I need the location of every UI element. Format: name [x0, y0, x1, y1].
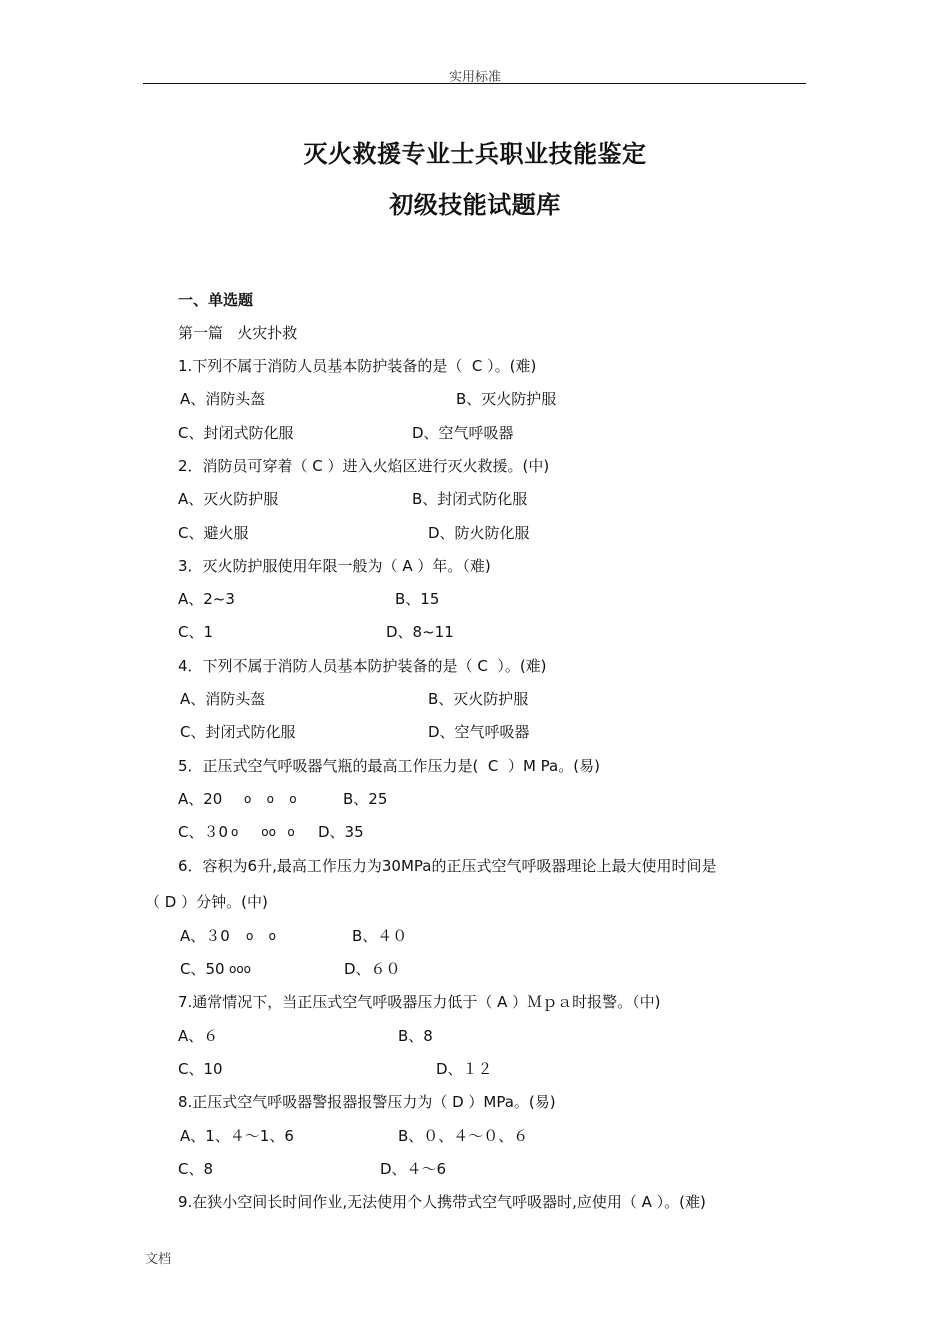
- section-heading: 一、单选题: [178, 291, 254, 309]
- q2-option-b: B、封闭式防化服: [412, 490, 528, 508]
- q3-option-d: D、8~11: [386, 623, 454, 641]
- q4-option-c: C、封闭式防化服: [180, 723, 296, 741]
- question-8: 8.正压式空气呼吸器警报器报警压力为（ D ）MPa。(易): [178, 1093, 556, 1111]
- question-9: 9.在狭小空间长时间作业,无法使用个人携带式空气呼吸器时,应使用（ A ）。(难): [178, 1193, 706, 1211]
- q8-option-d: D、４～6: [380, 1160, 447, 1178]
- q5-option-d: D、35: [318, 823, 364, 841]
- document-title-line2: 初级技能试题库: [389, 191, 561, 219]
- q4-option-a: A、消防头盔: [180, 690, 266, 708]
- q5-filler-a: o o o: [244, 792, 297, 806]
- q4-option-d: D、空气呼吸器: [428, 723, 530, 741]
- question-1: 1.下列不属于消防人员基本防护装备的是（ C ）。(难): [178, 357, 537, 375]
- q6-option-c: C、50: [180, 960, 225, 978]
- q3-option-c: C、1: [178, 623, 214, 641]
- q1-option-a: A、消防头盔: [180, 390, 266, 408]
- q5-option-c: C、３0: [178, 823, 229, 841]
- q7-option-a: A、６: [178, 1027, 219, 1045]
- document-title-line1: 灭火救援专业士兵职业技能鉴定: [303, 140, 647, 168]
- question-6: 6．容积为6升,最高工作压力为30MPa的正压式空气呼吸器理论上最大使用时间是: [178, 857, 717, 875]
- q4-option-b: B、灭火防护服: [428, 690, 529, 708]
- question-5: 5．正压式空气呼吸器气瓶的最高工作压力是( C ）M Pa。(易): [178, 757, 600, 775]
- q2-option-d: D、防火防化服: [428, 524, 530, 542]
- q8-option-a: A、1、４～1、6: [180, 1127, 294, 1145]
- q6-option-b: B、４０: [352, 927, 408, 945]
- q5-option-b: B、25: [343, 790, 388, 808]
- q6-filler-a: o o: [246, 929, 276, 943]
- q1-option-c: C、封闭式防化服: [178, 424, 294, 442]
- q7-option-b: B、8: [398, 1027, 433, 1045]
- page-footer: 文档: [145, 1252, 172, 1267]
- q6-option-a: A、３0: [180, 927, 230, 945]
- question-6-continued: （ D ）分钟。(中): [145, 893, 268, 911]
- question-4: 4．下列不属于消防人员基本防护装备的是（ C ）。(难): [178, 657, 547, 675]
- q8-option-b: B、０、４～０、６: [398, 1127, 529, 1145]
- q3-option-b: B、15: [395, 590, 440, 608]
- header-rule: [143, 83, 806, 84]
- q6-filler-c: ooo: [229, 962, 252, 976]
- q3-option-a: A、2~3: [178, 590, 235, 608]
- question-3: 3．灭火防护服使用年限一般为（ A ）年。（难): [178, 557, 491, 575]
- q7-option-c: C、10: [178, 1060, 223, 1078]
- q1-option-b: B、灭火防护服: [456, 390, 557, 408]
- q1-option-d: D、空气呼吸器: [412, 424, 514, 442]
- q2-option-a: A、灭火防护服: [178, 490, 279, 508]
- q5-option-a: A、20: [178, 790, 223, 808]
- q5-filler-c: o oo o: [231, 825, 295, 839]
- part-heading: 第一篇 火灾扑救: [178, 324, 298, 342]
- q6-option-d: D、６０: [344, 960, 401, 978]
- question-7: 7.通常情况下，当正压式空气呼吸器压力低于（ A ）Ｍｐａ时报警。（中): [178, 993, 661, 1011]
- question-2: 2．消防员可穿着（ C ）进入火焰区进行灭火救援。(中): [178, 457, 550, 475]
- header-text: 实用标准: [448, 70, 501, 85]
- q7-option-d: D、１２: [436, 1060, 493, 1078]
- q2-option-c: C、避火服: [178, 524, 249, 542]
- q8-option-c: C、8: [178, 1160, 214, 1178]
